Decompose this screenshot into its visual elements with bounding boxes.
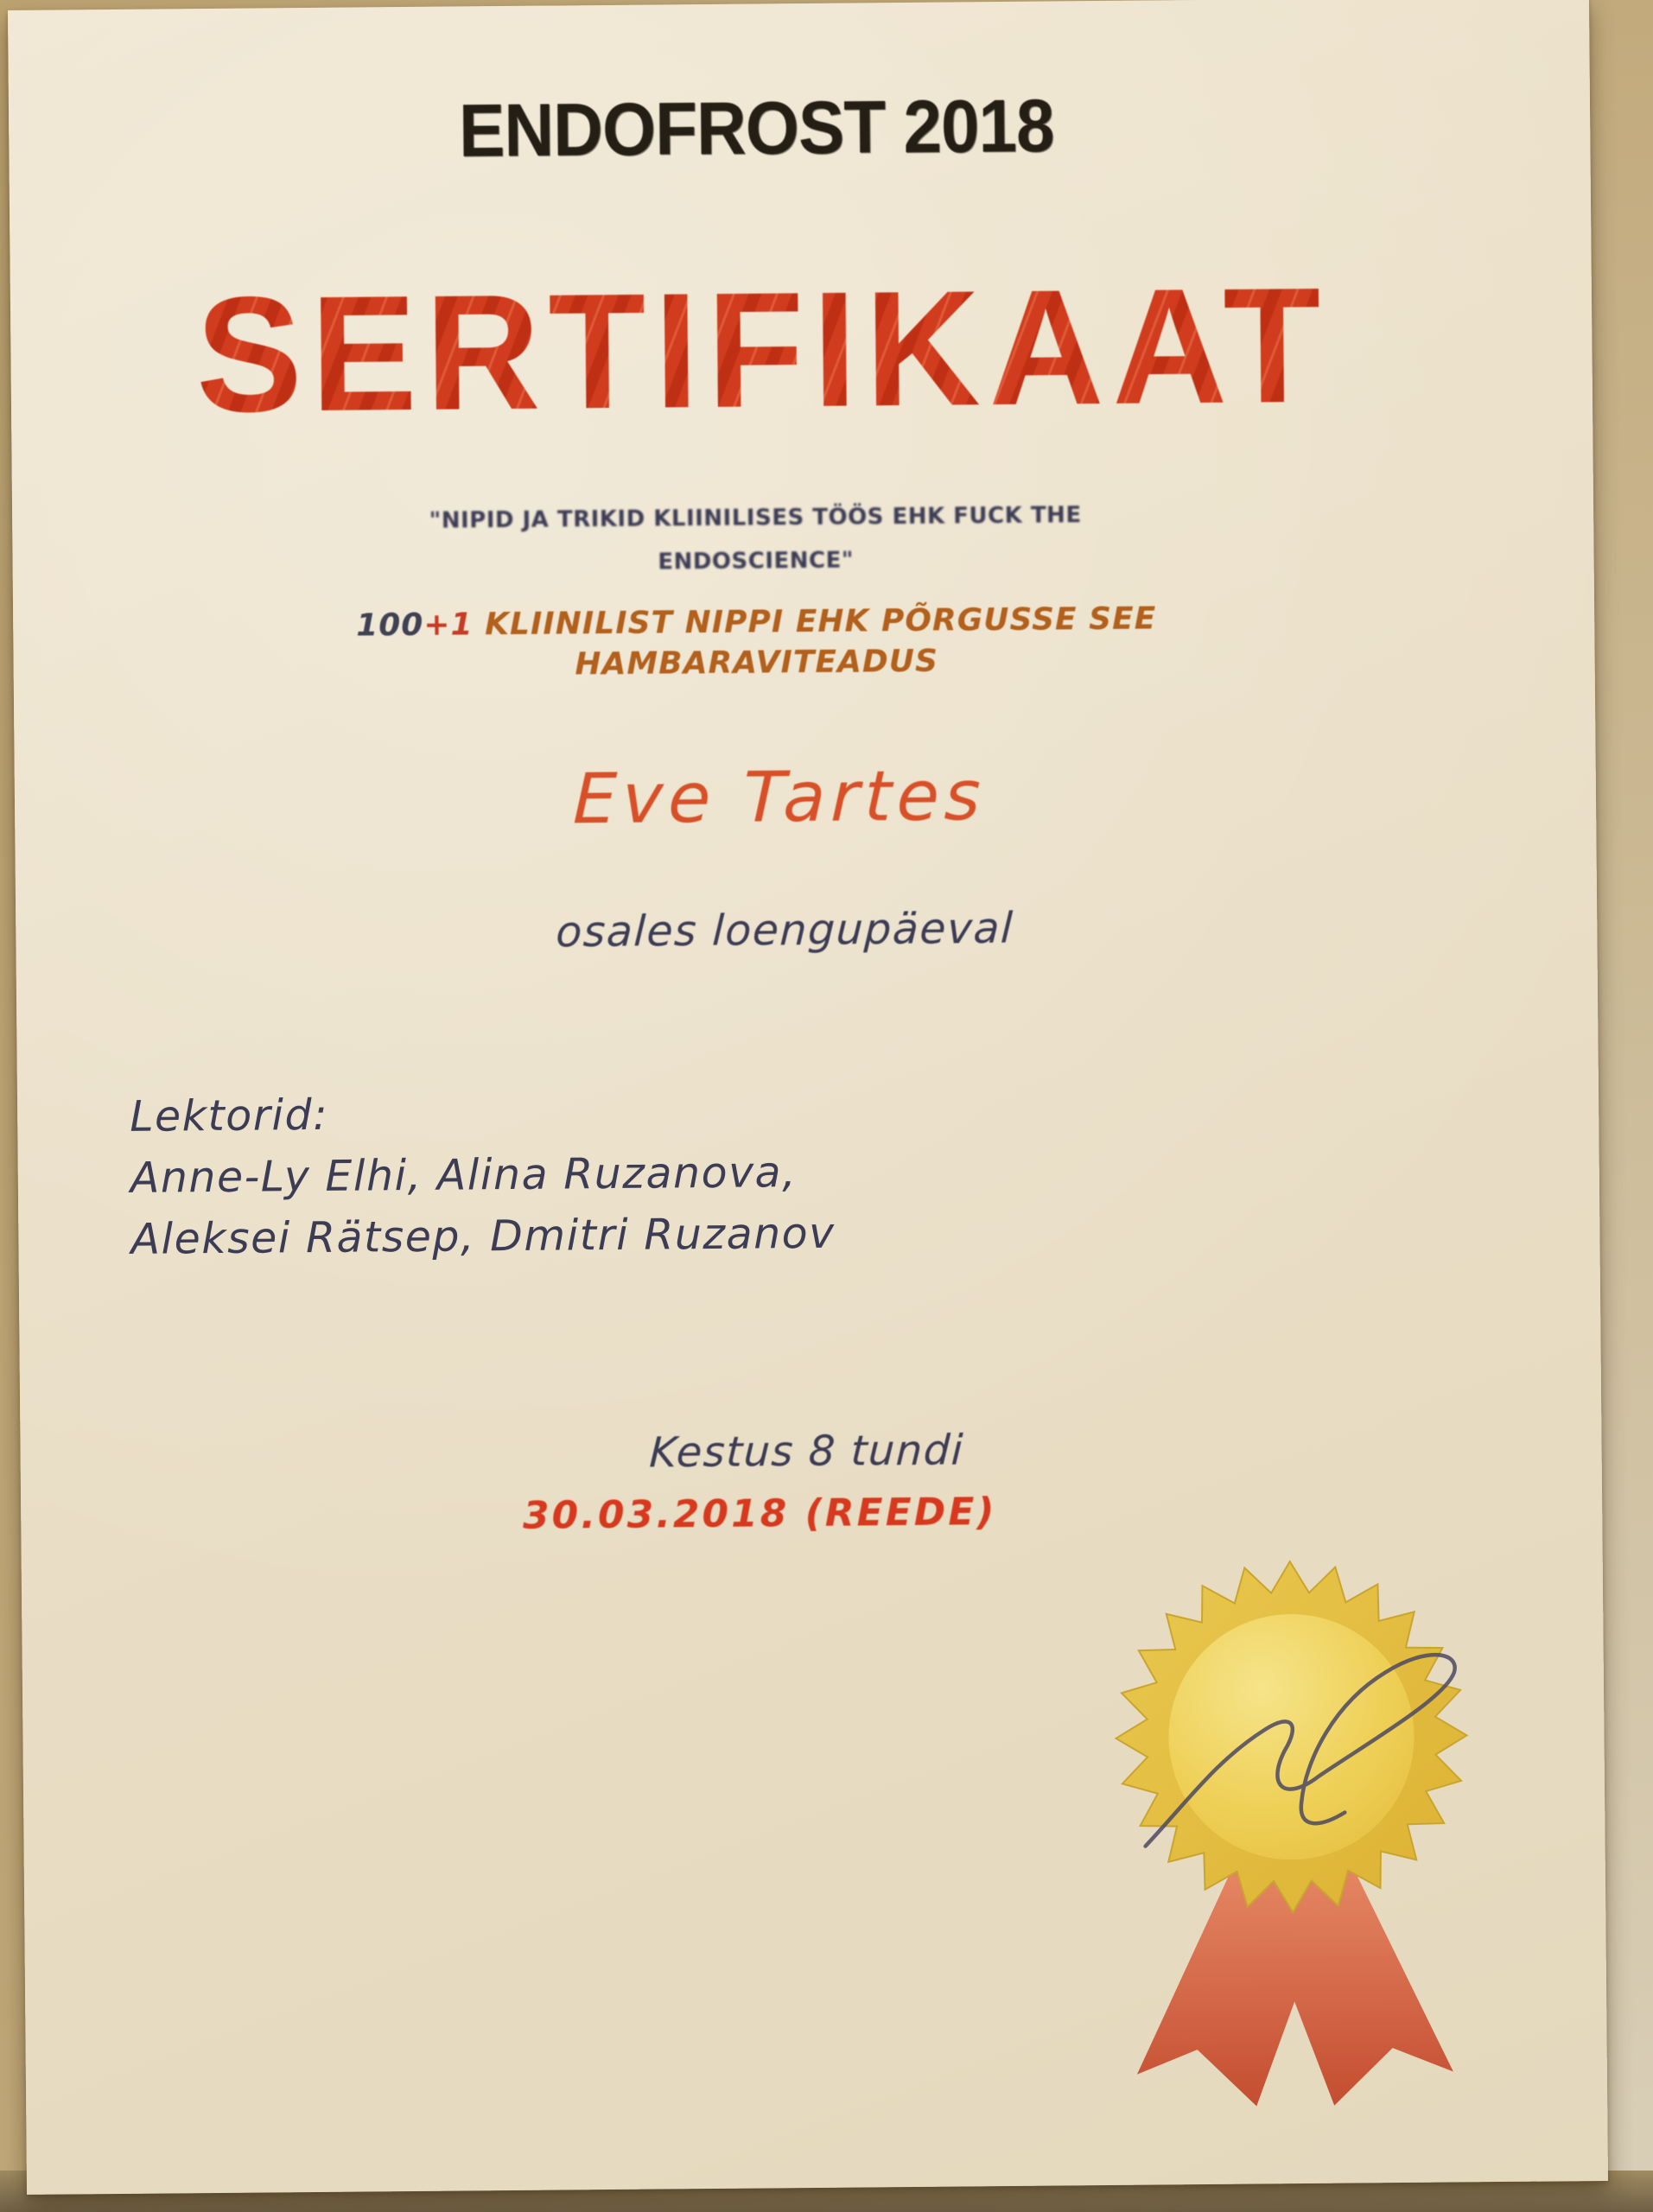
quote-line-1: "NIPID JA TRIKID KLIINILISES TÖÖS EHK FUCK THE [429, 502, 1082, 534]
certificate-title: SERTIFIKAAT [0, 250, 1530, 451]
course-number: 100 [356, 607, 424, 644]
certificate-paper [8, 0, 1608, 2195]
award-seal [1083, 1541, 1503, 2132]
participation-text: osales loengupäeval [555, 903, 1015, 957]
lecturers-line-2: Aleksei Rätsep, Dmitri Ruzanov [130, 1208, 836, 1264]
lecturers-label: Lektorid: [129, 1090, 329, 1141]
course-name: KLIINILIST NIPPI EHK PÕRGUSSE SEE [473, 601, 1157, 643]
course-title [0, 595, 1548, 690]
course-plus-one: +1 [423, 607, 474, 643]
course-name-line-2: HAMBARAVITEADUS [575, 643, 939, 683]
quote-text [0, 490, 1547, 590]
duration-text: Kestus 8 tundi [648, 1426, 965, 1478]
date-text: 30.03.2018 (REEDE) [522, 1490, 997, 1538]
lecturers-block [130, 1080, 836, 1270]
quote-line-2: ENDOSCIENCE" [658, 547, 855, 575]
lecturers-line-1: Anne-Ly Elhi, Alina Ruzanova, [130, 1147, 798, 1203]
event-title: ENDOFROST 2018 [458, 83, 1054, 173]
recipient-name: Eve Tartes [572, 755, 987, 840]
